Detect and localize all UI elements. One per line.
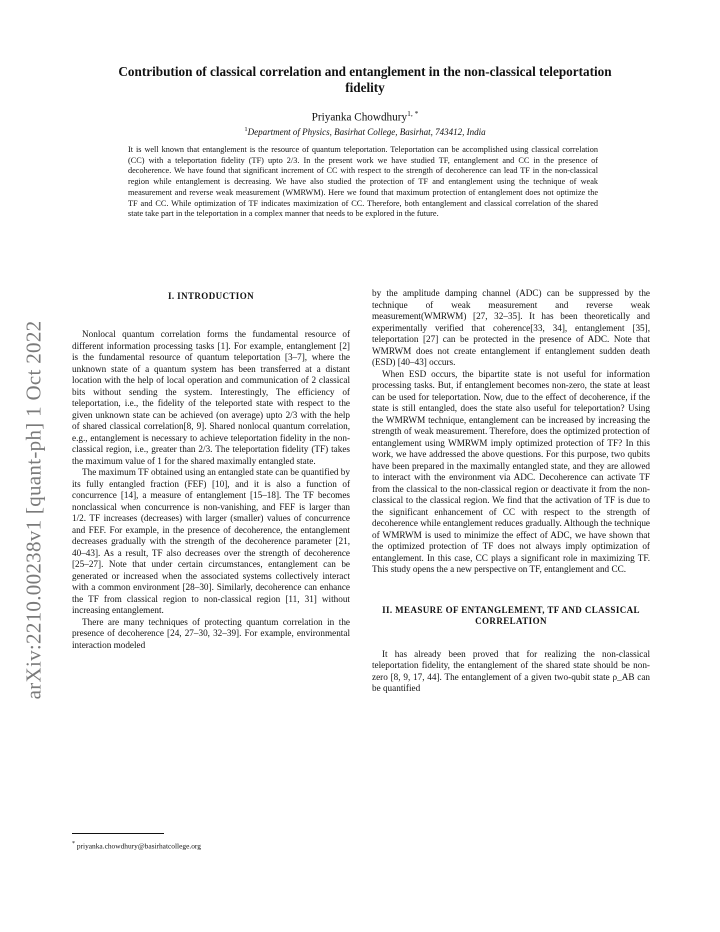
author-line (100, 109, 630, 124)
footnote-mark: * (72, 841, 75, 847)
paragraph: by the amplitude damping channel (ADC) can be suppressed by the technique of weak measurement and reverse weak measurement(WMRWM) [27, 32–35]. It has been theoretically and experimentally verified that coherence[33, 34], entanglement [35], teleportation [27] can be protected in the presence of ADC. Note that WMRWM does not create entanglement if entanglement sudden death (ESD) [40–43] occurs. (372, 288, 650, 367)
section-heading-introduction: I. INTRODUCTION (167, 291, 254, 301)
paragraph: Nonlocal quantum correlation forms the fundamental resource of different information processing tasks [1]. For example, entanglement [2] is the fundamental resource of quantum teleportation [3–7], where the unknown state of a quantum system has been transferred at a distant location with the help of local operation and communication of 2 classical bits without sending the system. Interestingly, The efficiency of teleportation, i.e., the fidelity of the teleported state with respect to the given unknown state can be achieved (on average) upto 2/3 with the help of shared classical correlation[8, 9]. Shared nonlocal quantum correlation, e.g., entanglement is necessary to achieve teleportation fidelity in the non-classical region, i.e., greater than 2/3. The teleportation fidelity (TF) takes the maximum value of 1 for the shared maximally entangled state. (72, 329, 350, 466)
right-column (372, 288, 650, 695)
footnote (72, 841, 201, 850)
left-column (72, 288, 350, 651)
author-marks: 1, * (407, 109, 419, 118)
abstract: It is well known that entanglement is the resource of quantum teleportation. Teleportation can be accomplished using classical correlation (CC) with a teleportation fidelity (TF) upto 2/3. In the present work we have studied TF, entanglement and CC in the presence of decoherence. We have found that significant increment of CC with respect to the strength of decoherence can lead TF in the non-classical region while entanglement is decreasing. We have also studied the protection of TF and entanglement using the technique of weak measurement and reverse weak measurement (WMRWM). Here we found that maximum protection of entanglement does not optimize the TF and CC. While optimization of TF indicates maximization of CC. Therefore, both entanglement and classical correlation of the shared state take part in the teleportation in a complex manner that needs to be explored in the future. (128, 145, 598, 219)
paragraph: When ESD occurs, the bipartite state is not useful for information processing tasks. But, if entanglement becomes non-zero, the state at least can be used for teleportation. Now, due to the effect of decoherence, if the state is still entangled, does the state also useful for teleportation? Using the WMRWM technique, entanglement can be increased by increasing the strength of weak measurement. Therefore, does the optimized protection of entanglement using WMRWM imply optimized protection of TF? In this work, we have addressed the above questions. For this purpose, two qubits have been prepared in the maximally entangled state, and they are allowed to interact with the environment via ADC. Decoherence can activate TF from the classical to the non-classical region or deactivate it from the non-classical to the classical region. We find that the activation of TF is due to the significant enhancement of CC with respect to the strength of decoherence while entanglement reduces gradually. Although the technique of WMRWM is used to minimize the effect of ADC, we have shown that the optimized protection of TF does not always imply optimization of entanglement. In this case, CC plays a significant role in maximizing TF. This study opens the a new perspective on TF, entanglement and CC. (372, 368, 650, 574)
section-heading-measure: II. MEASURE OF ENTANGLEMENT, TF AND CLASSICAL CORRELATION (382, 604, 640, 626)
paragraph: The maximum TF obtained using an entangled state can be quantified by its fully entangled fraction (FEF) [10], and it is also a function of concurrence [14], a measure of entanglement [15–18]. The TF becomes nonclassical when concurrence is non-vanishing, and FEF is larger than 1/2. TF increases (decreases) with larger (smaller) values of concurrence and FEF. For example, in the presence of decoherence, the entanglement decreases gradually with the strength of the decoherence parameter [21, 40–43]. As a result, TF also decreases over the strength of decoherence [25–27]. Note that under certain circumstances, entanglement can be generated or increased when the associated systems collectively interact with a common environment [28–30]. Similarly, decoherence can enhance the TF from classical region to non-classical region [11, 31] without increasing entanglement. (72, 467, 350, 615)
paragraph: There are many techniques of protecting quantum correlation in the presence of decoherence [24, 27–30, 32–39]. For example, environmental interaction modeled (72, 616, 350, 650)
paper-title: Contribution of classical correlation and entanglement in the non-classical teleportation fidelity (118, 64, 612, 95)
arxiv-identifier (14, 300, 54, 720)
paragraph: It has already been proved that for realizing the non-classical teleportation fidelity, the entanglement of the shared state should be non-zero [8, 9, 17, 44]. The entanglement of a given two-qubit state ρ_AB can be quantified (372, 648, 650, 693)
footnote-email: priyanka.chowdhury@basirhatcollege.org (76, 841, 201, 851)
author-name: Priyanka Chowdhury (311, 111, 408, 124)
affiliation-text: Department of Physics, Basirhat College, Basirhat, 743412, India (247, 127, 486, 137)
affiliation (100, 126, 630, 137)
footnote-rule (72, 833, 164, 834)
affiliation-mark: 1 (244, 126, 248, 133)
arxiv-identifier-text: arXiv:2210.00238v1 [quant-ph] 1 Oct 2022 (21, 320, 46, 700)
